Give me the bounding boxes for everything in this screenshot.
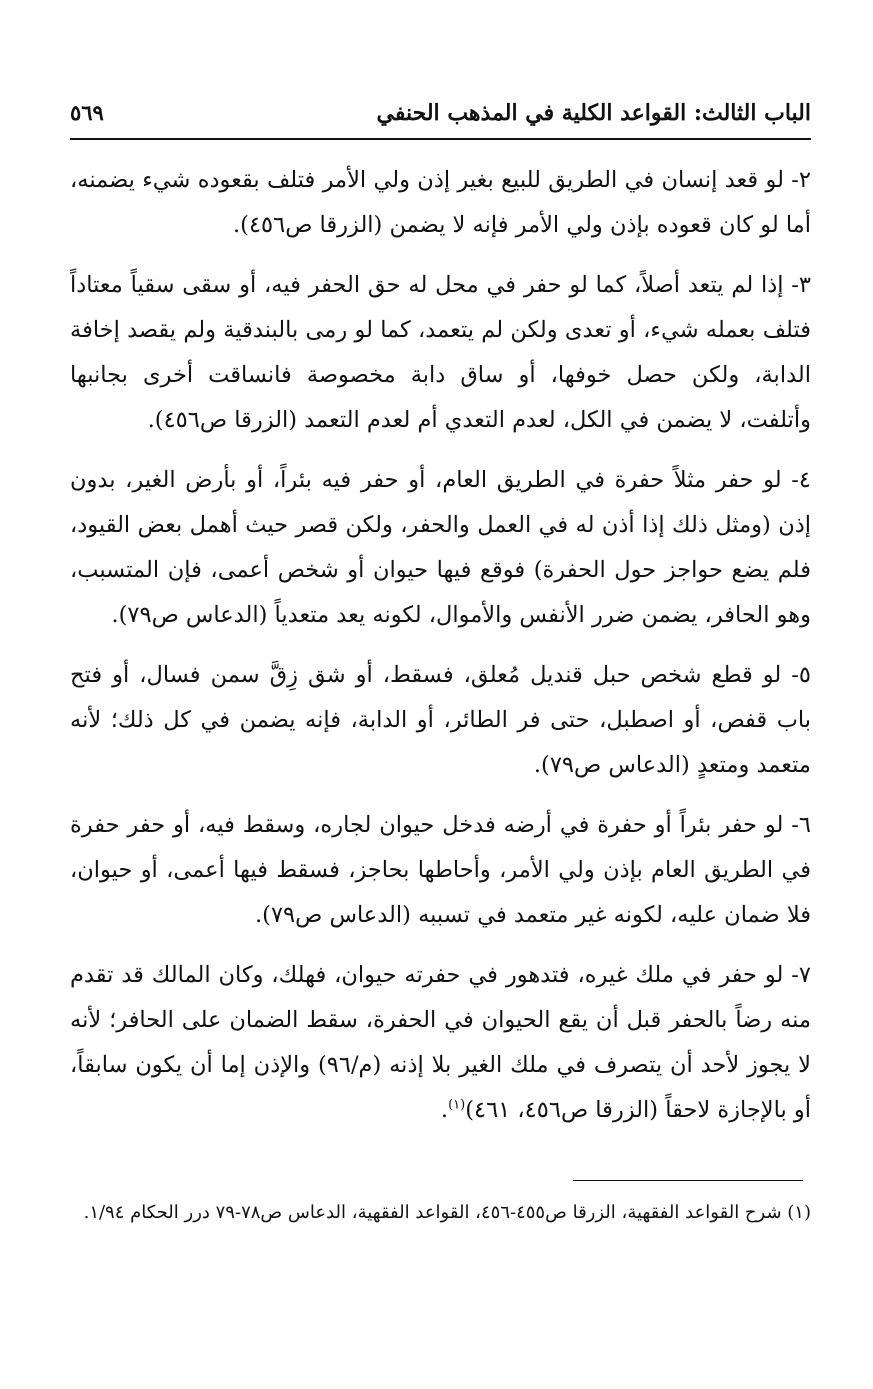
paragraph-rule-7: ٧- لو حفر في ملك غيره، فتدهور في حفرته حيوان، فهلك، وكان المالك قد تقدم منه رضاً بالحفر قبل أن يقع الحيوان في الحفرة، سقط الضمان على الحافر؛ لأنه لا يجوز لأحد أن يتصرف في ملك الغير بلا إذنه (م/٩٦) والإذن إما أن يكون سابقاً، أو بالإجازة لاحقاً (الزرقا ص٤٥٦، ٤٦١)$^{(١)}$.: [70, 962, 811, 1123]
footnote-marker[interactable]: (١): [448, 1097, 466, 1113]
footnote: (١) شرح القواعد الفقهية، الزرقا ص٤٥٥-٤٥٦، القواعد الفقهية، الدعاس ص٧٨-٧٩ درر الحكام ١/٩٤.: [83, 1202, 811, 1223]
running-header: [70, 98, 811, 140]
footnote-divider: [573, 1180, 803, 1181]
paragraph-rule-6: ٦- لو حفر بئراً أو حفرة في أرضه فدخل حيوان لجاره، وسقط فيه، أو حفر حفرة في الطريق العام بإذن ولي الأمر، وأحاطها بحاجز، فسقط فيها أعمى، أو حيوان، فلا ضمان عليه، لكونه غير متعمد في تسببه (الدعاس ص٧٩).: [70, 812, 811, 928]
main-text: [70, 158, 811, 1148]
page-number: ٥٦٩: [70, 100, 104, 125]
chapter-title: الباب الثالث: القواعد الكلية في المذهب الحنفي: [376, 100, 811, 126]
paragraph-rule-2: ٢- لو قعد إنسان في الطريق للبيع بغير إذن ولي الأمر فتلف بقعوده شيء يضمنه، أما لو كان قعوده بإذن ولي الأمر فإنه لا يضمن (الزرقا ص٤٥٦).: [70, 167, 811, 238]
paragraph-rule-4: ٤- لو حفر مثلاً حفرة في الطريق العام، أو حفر فيه بئراً، أو بأرض الغير، بدون إذن (ومثل ذلك إذا أذن له في العمل والحفر، ولكن قصر حيث أهمل بعض القيود، فلم يضع حواجز حول الحفرة) فوقع فيها حيوان أو شخص أعمى، فإن المتسبب، وهو الحافر، يضمن ضرر الأنفس والأموال، لكونه يعد متعدياً (الدعاس ص٧٩).: [70, 467, 811, 628]
paragraph-rule-5: ٥- لو قطع شخص حبل قنديل مُعلق، فسقط، أو شق زِقَّ سمن فسال، أو فتح باب قفص، أو اصطبل، حتى فر الطائر، أو الدابة، فإنه يضمن في كل ذلك؛ لأنه متعمد ومتعدٍ (الدعاس ص٧٩).: [70, 662, 811, 778]
paragraph-rule-3: ٣- إذا لم يتعد أصلاً، كما لو حفر في محل له حق الحفر فيه، أو سقى سقياً معتاداً فتلف بعمله شيء، أو تعدى ولكن لم يتعمد، كما لو رمى بالبندقية ولم يقصد إخافة الدابة، ولكن حصل خوفها، أو ساق دابة مخصوصة فانساقت أخرى بجانبها وأتلفت، لا يضمن في الكل، لعدم التعدي أم لعدم التعمد (الزرقا ص٤٥٦).: [70, 272, 811, 433]
